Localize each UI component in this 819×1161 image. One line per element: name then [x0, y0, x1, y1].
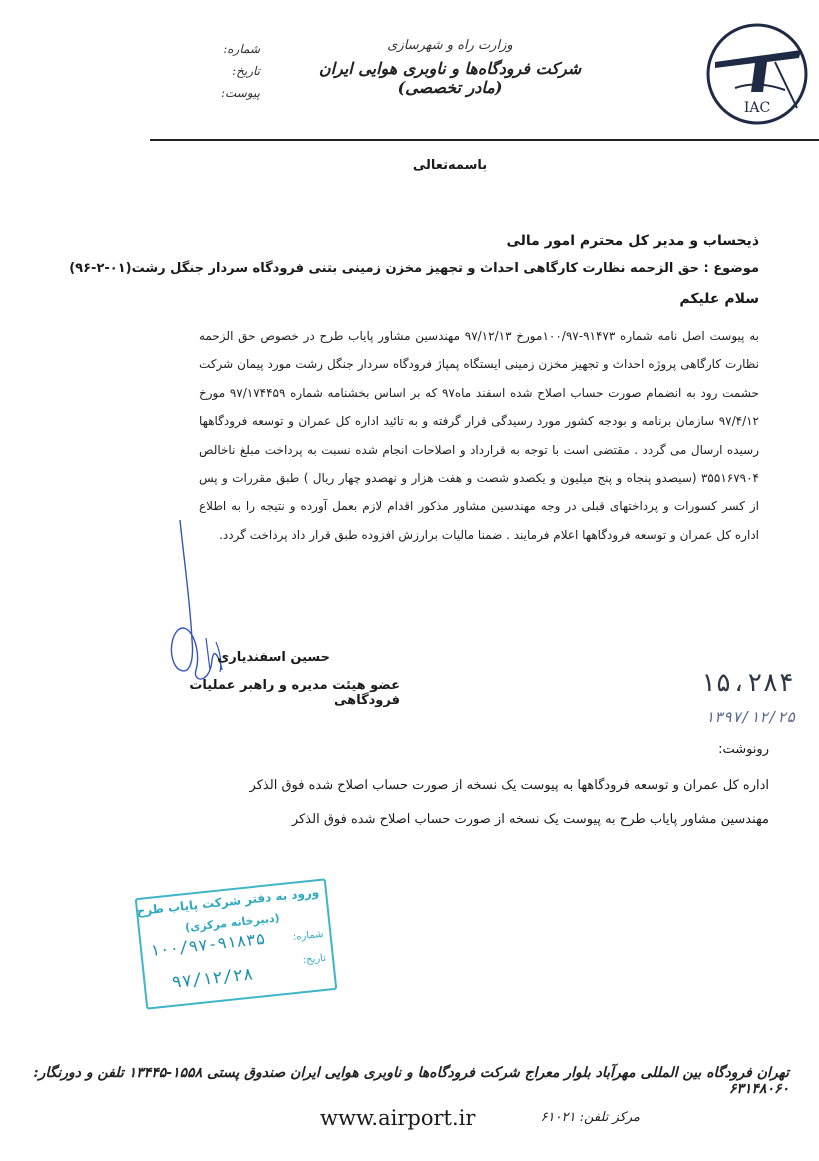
website-link[interactable]: www.airport.ir	[320, 1106, 476, 1130]
stamp-date-label: تاریخ:	[302, 952, 327, 967]
basmala: باسمه‌تعالی	[412, 158, 488, 173]
copies-label: رونوشت:	[718, 742, 769, 757]
iac-logo	[705, 22, 809, 126]
letter-body: به پیوست اصل نامه شماره ۹۱۴۷۳-۱۰۰/۹۷مورخ ۹۷/۱۲/۱۳ مهندسین مشاور پایاب طرح در خصوص حق الزحمه نظارت کارگاهی پروژه احداث و تجهیز مخزن زمینی ایستگاه پمپاژ فرودگاه سردار جنگل رشت مورد پیمان شرکت حشمت رود به انضمام صورت حساب اصلاح شده اسفند ماه۹۷ که بر اساس بخشنامه شماره ۹۷/۱۷۴۴۵۹ مورخ ۹۷/۴/۱۲ سازمان برنامه و بودجه کشور مورد رسیدگی قرار گرفته و به تائید اداره کل عمران و توسعه فرودگاهها رسیده ارسال می گردد . مقتضی است با توجه به قرارداد و اصلاحات انجام شده نسبت به پرداخت مبلغ ناخالص ۳۵۵۱۶۷۹۰۴ (سیصدو پنجاه و پنج میلیون و یکصدو شصت و هفت هزار و نهصدو چهار ریال ) طبق مقررات و پس از کسر کسورات و پرداختهای قبلی در وجه مهندسین مشاور مذکور اقدام لازم بعمل آورده و نتیجه را به اطلاع اداره کل عمران و توسعه فرودگاهها اعلام فرمایند . ضمنا مالیات برارزش افزوده طبق قرار داد پرداخت گردد.	[199, 329, 759, 542]
ministry-name: وزارت راه و شهرسازی	[387, 38, 513, 53]
header-fields	[190, 38, 260, 104]
call-center: مرکز تلفن: ۶۱۰۲۱	[540, 1110, 640, 1125]
signatory-name: حسین اسفندیاری	[217, 650, 330, 665]
header-titles	[300, 38, 600, 97]
letter-number-handwritten: ۱۵،۲۸۴	[700, 668, 794, 698]
footer-address: تهران فرودگاه بین المللی مهرآباد بلوار معراج شرکت فرودگاه‌ها و ناوبری هوایی ایران صندوق پستی ۱۵۵۸-۱۳۴۴۵ تلفن و دورنگار: ۶۳۱۴۸۰۶۰	[33, 1065, 789, 1097]
svg-text:IAC: IAC	[743, 100, 771, 116]
stamp-number-value: ۱۰۰/۹۷-۹۱۸۳۵	[149, 928, 267, 960]
stamp-number-label: شماره:	[292, 928, 325, 943]
letter-date-handwritten: ۱۳۹۷/۱۲/۲۵	[705, 708, 796, 726]
stamp-subtitle: (دبیرخانه مرکزی)	[184, 911, 281, 935]
field-attachment-label: پیوست:	[220, 86, 260, 100]
field-number-label: شماره:	[223, 42, 260, 56]
signatory-title: عضو هیئت مدیره و راهبر عملیات فرودگاهی	[189, 678, 400, 708]
receipt-stamp	[135, 878, 338, 1009]
copy-recipient-2: مهندسین مشاور پایاب طرح به پیوست یک نسخه از صورت حساب اصلاح شده فوق الذکر	[291, 812, 769, 827]
greeting: سلام علیکم	[679, 291, 759, 307]
header-divider	[150, 139, 819, 141]
company-name: شرکت فرودگاه‌ها و ناوبری هوایی ایران (مادر تخصصی)	[318, 59, 582, 97]
stamp-title: ورود به دفتر شرکت پایاب طرح	[135, 885, 320, 919]
copy-recipient-1: اداره کل عمران و توسعه فرودگاهها به پیوست یک نسخه از صورت حساب اصلاح شده فوق الذکر	[249, 778, 769, 793]
field-date-label: تاریخ:	[232, 64, 260, 78]
addressee: ذیحساب و مدیر کل محترم امور مالی	[506, 233, 759, 249]
subject-line: موضوع : حق الزحمه نظارت کارگاهی احداث و تجهیز مخزن زمینی بتنی فرودگاه سردار جنگل رشت(۰۱-۲-۹۶)	[69, 261, 759, 276]
stamp-date-value: ۹۷/۱۲/۲۸	[170, 964, 255, 993]
